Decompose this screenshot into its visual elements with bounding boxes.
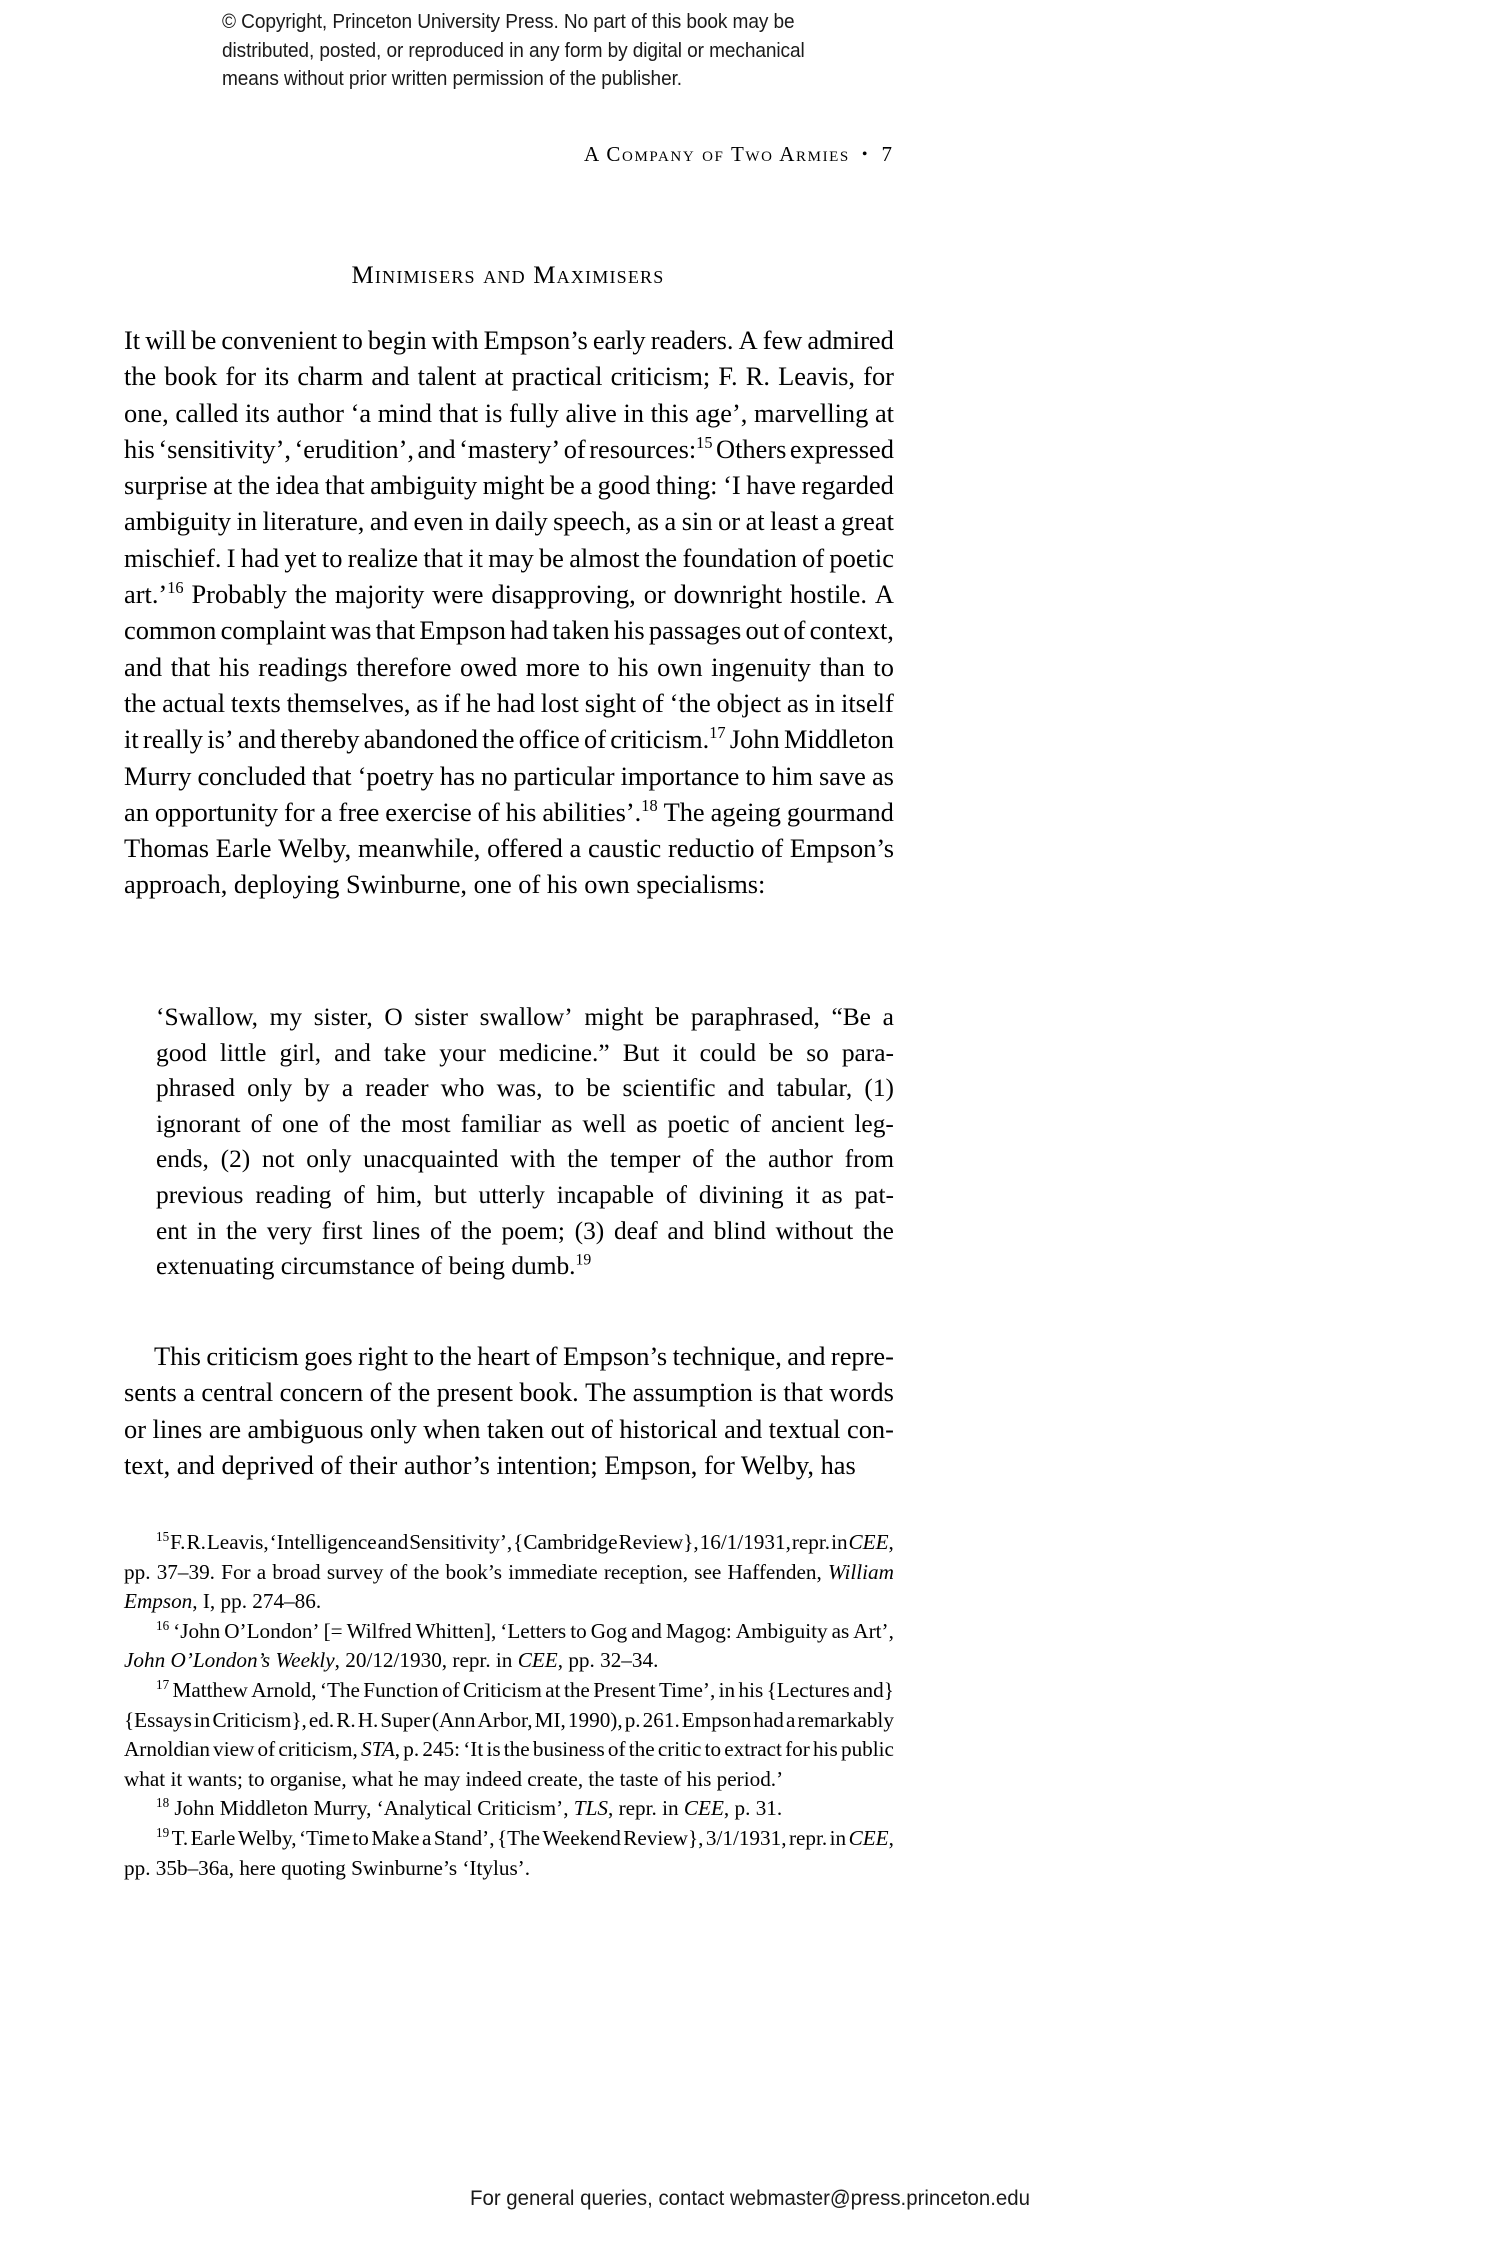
footnote-ref[interactable]: 18 bbox=[156, 1795, 170, 1811]
text-line: ignorant of one of the most familiar as well as poetic of ancient leg- bbox=[156, 1109, 894, 1138]
italic-text: John O’London’s Weekly bbox=[124, 1648, 335, 1673]
copyright-line-3: means without prior written permission of the publisher. bbox=[222, 67, 682, 90]
text-line: previous reading of him, but utterly incapable of divining it as pat- bbox=[156, 1180, 894, 1209]
footnote-ref[interactable]: 16 bbox=[167, 578, 184, 598]
text-line: This criticism goes right to the heart of Empson’s technique, and repre- bbox=[154, 1341, 894, 1371]
text-line: ‘Swallow, my sister, O sister swallow’ might be paraphrased, “Be a bbox=[156, 1003, 894, 1031]
text-line: and that his readings therefore owed more to his own ingenuity than to bbox=[124, 651, 894, 682]
text-line: it really is’ and thereby abandoned the office of criticism.$^{17}$ John Middleton bbox=[124, 723, 894, 755]
footnote-ref[interactable]: 16 bbox=[156, 1617, 170, 1633]
footnote-ref[interactable]: 15 bbox=[696, 433, 713, 453]
text-line: art.’$^{16}$ Probably the majority were disapproving, or downright hostile. A bbox=[124, 578, 894, 610]
copyright-notice bbox=[222, 8, 873, 94]
italic-text: CEE bbox=[517, 1648, 558, 1673]
text-line: {Essays in Criticism}, ed. R. H. Super (Ann Arbor, MI, 1990), p. 261. Empson had a remarkably bbox=[124, 1707, 894, 1732]
text-line: Arnoldian view of criticism, STA, p. 245: ‘It is the business of the critic to extract for his public bbox=[124, 1737, 894, 1762]
text-line: $^{18}$ John Middleton Murry, ‘Analytical Criticism’, TLS, repr. in CEE, p. 31. bbox=[156, 1795, 783, 1821]
text-line: pp. 35b–36a, here quoting Swinburne’s ‘Itylus’. bbox=[124, 1855, 531, 1880]
text-line: extenuating circumstance of being dumb.$^{19}$ bbox=[156, 1251, 592, 1281]
footnote-18 bbox=[124, 1794, 894, 1824]
footnote-17 bbox=[124, 1676, 894, 1794]
italic-text: Empson bbox=[124, 1589, 193, 1614]
footnote-16 bbox=[124, 1617, 894, 1676]
text-line: what it wants; to organise, what he may indeed create, the taste of his period.’ bbox=[124, 1766, 784, 1791]
copyright-line-2: distributed, posted, or reproduced in any form by digital or mechanical bbox=[222, 38, 805, 62]
running-head-title: A Company of Two Armies bbox=[583, 142, 850, 166]
footnote-ref[interactable]: 15 bbox=[156, 1528, 170, 1544]
body-paragraph-1 bbox=[124, 322, 894, 903]
text-line: Empson, I, pp. 274–86. bbox=[124, 1589, 322, 1614]
text-line: ends, (2) not only unacquainted with the temper of the author from bbox=[156, 1145, 894, 1174]
section-heading: Minimisers and Maximisers bbox=[351, 262, 665, 289]
text-line: his ‘sensitivity’, ‘erudition’, and ‘mastery’ of resources:$^{15}$ Others expressed bbox=[124, 433, 894, 464]
text-line: sents a central concern of the present book. The assumption is that words bbox=[124, 1377, 894, 1408]
footnote-ref[interactable]: 17 bbox=[709, 723, 726, 743]
body-paragraph-2 bbox=[124, 1338, 894, 1483]
text-line: $^{17}$ Matthew Arnold, ‘The Function of Criticism at the Present Time’, in his {Lectures and} bbox=[156, 1676, 894, 1702]
italic-text: William bbox=[828, 1559, 894, 1584]
italic-text: STA bbox=[361, 1737, 395, 1762]
footnote-ref[interactable]: 18 bbox=[641, 796, 658, 816]
text-line: approach, deploying Swinburne, one of his own specialisms: bbox=[124, 869, 766, 900]
italic-text: CEE bbox=[848, 1825, 889, 1850]
running-head-separator: • bbox=[861, 146, 868, 163]
page-footer: For general queries, contact webmaster@press.princeton.edu bbox=[469, 2186, 1031, 2210]
text-line: Thomas Earle Welby, meanwhile, offered a caustic reductio of Empson’s bbox=[124, 833, 894, 864]
text-line: ent in the very first lines of the poem; (3) deaf and blind without the bbox=[156, 1216, 894, 1245]
page-number: 7 bbox=[881, 142, 892, 166]
text-line: good little girl, and take your medicine.” But it could be so para- bbox=[156, 1038, 894, 1067]
text-line: phrased only by a reader who was, to be scientific and tabular, (1) bbox=[156, 1074, 894, 1103]
text-line: the actual texts themselves, as if he had lost sight of ‘the object as in itself bbox=[124, 687, 894, 718]
text-line: $^{15}$ F. R. Leavis, ‘Intelligence and Sensitivity’, {Cambridge Review}, 16/1/1931, repr. in CEE, bbox=[156, 1528, 894, 1554]
text-line: text, and deprived of their author’s intention; Empson, for Welby, has bbox=[124, 1449, 856, 1480]
block-quote bbox=[156, 1000, 894, 1285]
footnote-ref[interactable]: 19 bbox=[156, 1824, 170, 1840]
text-line: John O’London’s Weekly, 20/12/1930, repr. in CEE, pp. 32–34. bbox=[124, 1648, 659, 1673]
footnotes-section bbox=[124, 1528, 894, 1883]
text-line: pp. 37–39. For a broad survey of the book’s immediate reception, see Haffenden, William bbox=[124, 1559, 894, 1584]
footnote-15 bbox=[124, 1528, 894, 1617]
text-line: ambiguity in literature, and even in daily speech, as a sin or at least a great bbox=[124, 506, 894, 537]
italic-text: TLS bbox=[573, 1796, 608, 1821]
footnote-ref[interactable]: 19 bbox=[575, 1251, 592, 1269]
italic-text: CEE bbox=[683, 1796, 724, 1821]
text-line: It will be convenient to begin with Empson’s early readers. A few admired bbox=[124, 325, 894, 355]
text-line: $^{16}$ ‘John O’London’ [= Wilfred Whitten], ‘Letters to Gog and Magog: Ambiguity as Art’, bbox=[156, 1617, 894, 1643]
footnote-19 bbox=[124, 1824, 894, 1883]
text-line: the book for its charm and talent at practical criticism; F. R. Leavis, for bbox=[124, 361, 894, 392]
copyright-line-1: © Copyright, Princeton University Press. No part of this book may be bbox=[222, 10, 795, 33]
text-line: an opportunity for a free exercise of his abilities’.$^{18}$ The ageing gourmand bbox=[124, 796, 894, 827]
text-line: mischief. I had yet to realize that it may be almost the foundation of poetic bbox=[124, 542, 894, 573]
text-line: common complaint was that Empson had taken his passages out of context, bbox=[124, 615, 894, 646]
footnote-ref[interactable]: 17 bbox=[156, 1676, 170, 1692]
text-line: Murry concluded that ‘poetry has no particular importance to him save as bbox=[124, 760, 894, 791]
text-line: one, called its author ‘a mind that is fully alive in this age’, marvelling at bbox=[124, 397, 894, 428]
italic-text: CEE bbox=[848, 1530, 889, 1554]
text-line: $^{19}$ T. Earle Welby, ‘Time to Make a Stand’, {The Weekend Review}, 3/1/1931, repr. in CEE, bbox=[156, 1824, 894, 1850]
text-line: surprise at the idea that ambiguity might be a good thing: ‘I have regarded bbox=[124, 470, 894, 501]
running-head bbox=[124, 142, 892, 167]
text-line: or lines are ambiguous only when taken out of historical and textual con- bbox=[124, 1413, 894, 1444]
